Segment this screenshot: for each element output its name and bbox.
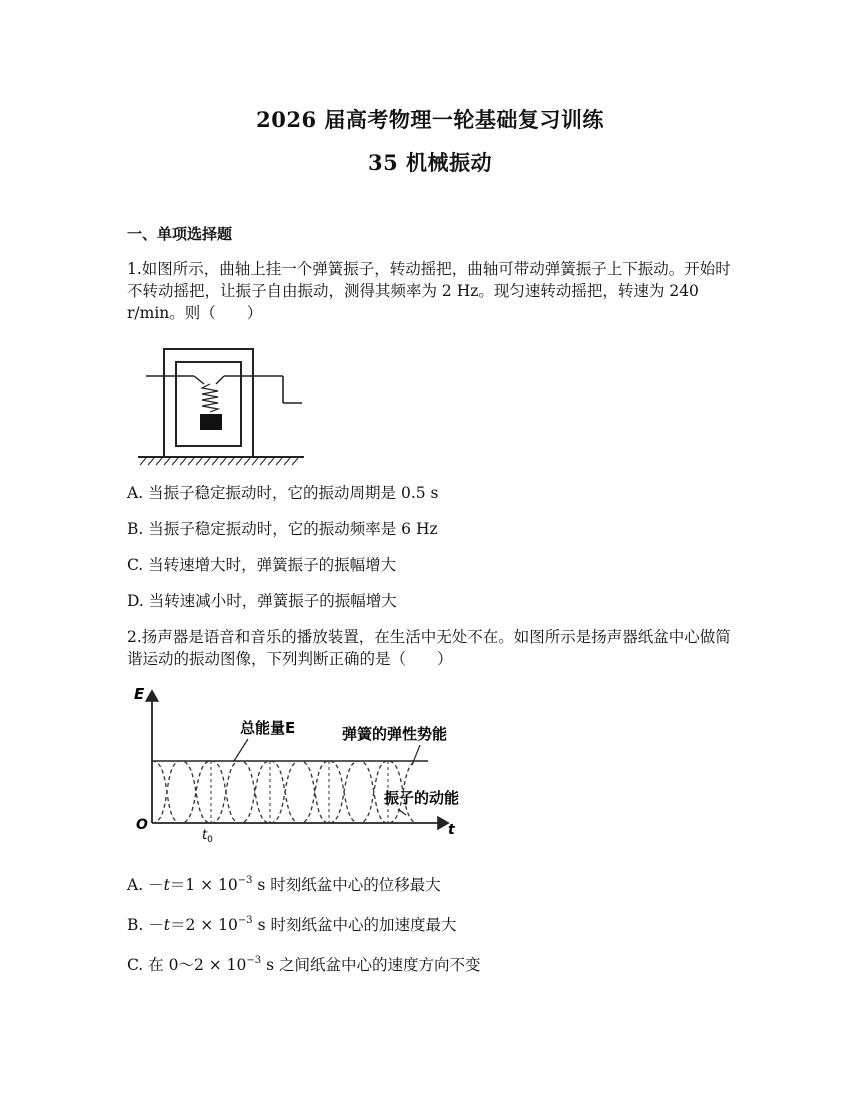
document-subtitle: 35 机械振动 (367, 150, 493, 175)
y-axis-label: E (134, 685, 145, 703)
potential-energy-label: 弹簧的弹性势能 (342, 725, 448, 743)
kinetic-energy-label: 振子的动能 (384, 789, 460, 807)
energy-time-graph (130, 683, 470, 843)
kinetic-energy-curve (152, 761, 418, 823)
question-1-option-a: A. 当振子稳定振动时，它的振动周期是 0.5 s (127, 484, 439, 502)
x-axis-label: t (448, 822, 455, 838)
question-2-option-b: B. $-t=2 \times 10^{-3}$ s 时刻纸盆中心的加速度最大 (127, 915, 457, 934)
question-2-option-a: A. $-t=1 \times 10^{-3}$ s 时刻纸盆中心的位移最大 (127, 875, 441, 894)
document-title: 2026 届高考物理一轮基础复习训练 (256, 107, 604, 132)
question-1-stem: 1.如图所示，曲轴上挂一个弹簧振子，转动摇把，曲轴可带动弹簧振子上下振动。开始时不转动摇把，让振子自由振动，测得其频率为 2 Hz。现匀速转动摇把，转速为 240 r/min。则（ ） (127, 260, 731, 322)
origin-label: O (136, 817, 148, 833)
total-energy-label: 总能量E (240, 719, 296, 737)
question-1-option-b: B. 当振子稳定振动时，它的振动频率是 6 Hz (127, 520, 438, 538)
question-2-option-c: C. 在 0～2 × $10^{-3}$ s 之间纸盆中心的速度方向不变 (127, 955, 481, 974)
crank-spring-oscillator-figure (136, 344, 306, 466)
question-2-stem: 2.扬声器是语音和音乐的播放装置，在生活中无处不在。如图所示是扬声器纸盆中心做简谐运动的振动图像，下列判断正确的是（ ） (127, 628, 731, 668)
question-1-option-c: C. 当转速增大时，弹簧振子的振幅增大 (127, 556, 397, 574)
question-1-option-d: D. 当转速减小时，弹簧振子的振幅增大 (127, 592, 397, 610)
t0-tick-label: $t_0$ (202, 828, 213, 843)
section-heading: 一、单项选择题 (127, 225, 233, 243)
